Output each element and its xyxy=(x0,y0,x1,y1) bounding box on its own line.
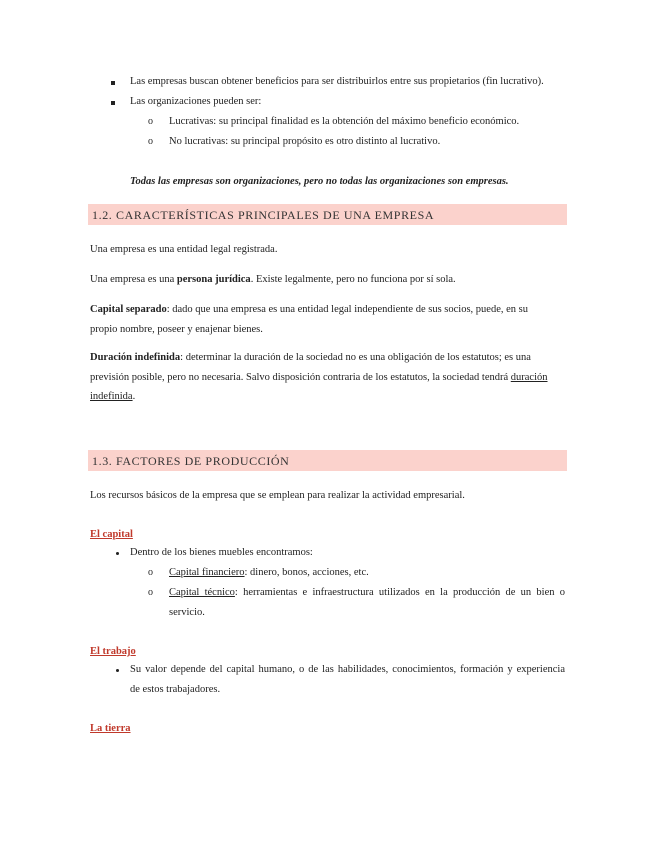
bullet-marker xyxy=(111,81,115,85)
paragraph-line: propio nombre, poseer y enajenar bienes. xyxy=(90,324,263,335)
trabajo-bullet-cont: de estos trabajadores. xyxy=(130,684,221,695)
subheading-trabajo: El trabajo xyxy=(90,646,136,657)
sub-bullet-marker: o xyxy=(148,587,153,598)
capital-bullet: Dentro de los bienes muebles encontramos: xyxy=(130,547,313,558)
sub-bullet-marker: o xyxy=(148,136,153,147)
paragraph: Una empresa es una entidad legal registrada. xyxy=(90,244,278,255)
bold-term: Capital separado xyxy=(90,304,167,315)
underlined-term: indefinida xyxy=(90,391,133,402)
intro-sub-bullet-2: No lucrativas: su principal propósito es otro distinto al lucrativo. xyxy=(169,136,441,147)
section-title: 1.2. CARACTERÍSTICAS PRINCIPALES DE UNA EMPRESA xyxy=(92,208,435,222)
section-heading-1-2 xyxy=(88,204,567,225)
paragraph-line: previsión posible, pero no necesaria. Salvo disposición contraria de los estatutos, la sociedad tendrá duración xyxy=(90,372,548,383)
section-title: 1.3. FACTORES DE PRODUCCIÓN xyxy=(92,454,290,468)
trabajo-bullet: Su valor depende del capital humano, o de las habilidades, conocimientos, formación y experiencia xyxy=(130,664,565,675)
underlined-term: duración xyxy=(510,372,548,383)
subheading-capital: El capital xyxy=(90,529,133,540)
bold-term: persona jurídica xyxy=(176,274,251,285)
paragraph-line: indefinida. xyxy=(90,391,136,402)
capital-sub-bullet-2: Capital técnico: herramientas e infraestructura utilizados en la producción de un bien o xyxy=(169,587,565,598)
bullet-marker xyxy=(116,552,119,555)
intro-bullet-1: Las empresas buscan obtener beneficios para ser distribuirlos entre sus propietarios (fin lucrativo). xyxy=(130,76,544,87)
intro-sub-bullet-1: Lucrativas: su principal finalidad es la obtención del máximo beneficio económico. xyxy=(169,116,520,127)
bold-term: Duración indefinida xyxy=(90,352,181,363)
sub-bullet-marker: o xyxy=(148,116,153,127)
sub-bullet-marker: o xyxy=(148,567,153,578)
subheading-tierra: La tierra xyxy=(90,723,131,734)
capital-sub-bullet-2-cont: servicio. xyxy=(169,607,205,618)
bullet-marker xyxy=(111,101,115,105)
bullet-marker xyxy=(116,669,119,672)
intro-bullet-2: Las organizaciones pueden ser: xyxy=(130,96,262,107)
paragraph: Una empresa es una persona jurídica. Existe legalmente, pero no funciona por sí sola. xyxy=(90,274,456,285)
section-heading-1-3 xyxy=(88,450,567,471)
paragraph-line: Capital separado: dado que una empresa es una entidad legal independiente de sus socios, puede, en su xyxy=(90,304,528,315)
key-quote: Todas las empresas son organizaciones, pero no todas las organizaciones son empresas. xyxy=(130,176,509,187)
paragraph-line: Duración indefinida: determinar la duración de la sociedad no es una obligación de los estatutos; es una xyxy=(90,352,531,363)
capital-sub-bullet-1: Capital financiero: dinero, bonos, acciones, etc. xyxy=(169,567,369,578)
paragraph: Los recursos básicos de la empresa que se emplean para realizar la actividad empresarial. xyxy=(90,490,465,501)
